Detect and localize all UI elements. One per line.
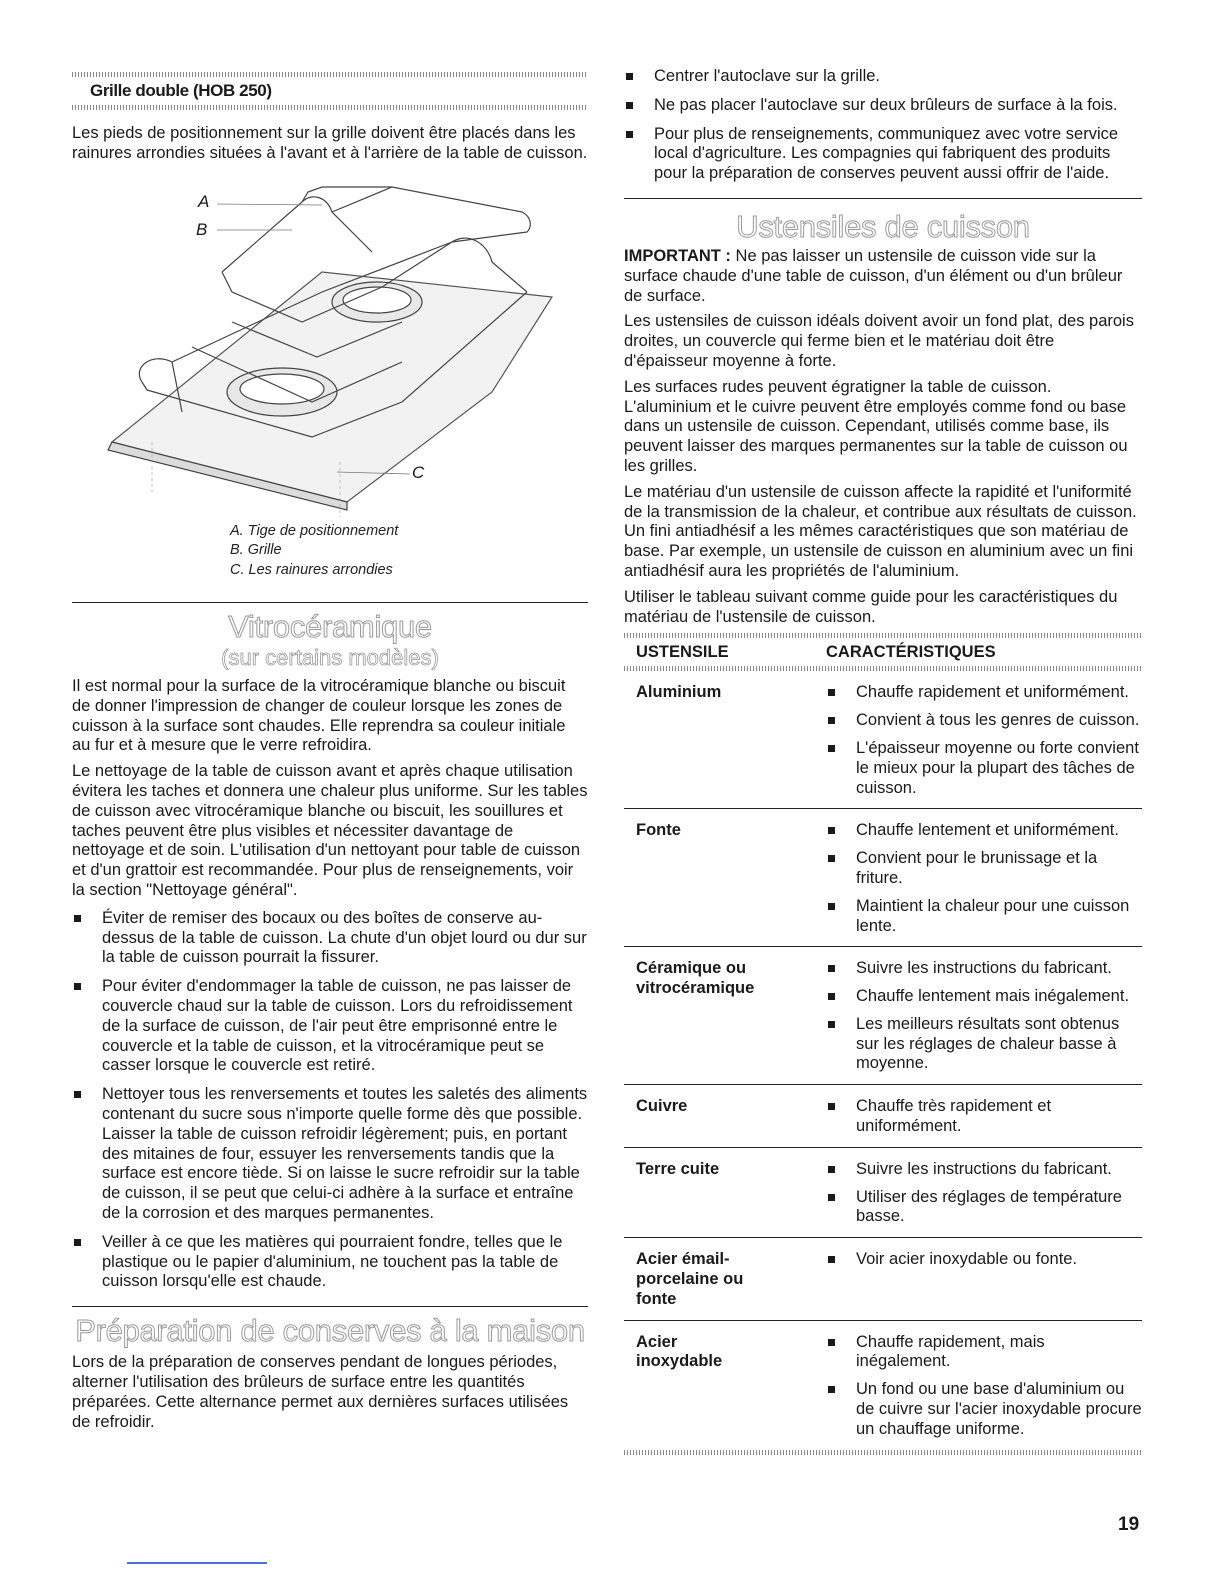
conserves-bullet-list	[624, 67, 1142, 184]
material-name: Céramique ou vitrocéramique	[636, 959, 755, 998]
section-rule	[72, 602, 588, 603]
important-label: IMPORTANT :	[624, 246, 731, 265]
list-item: L'épaisseur moyenne ou forte convient le mieux pour la plupart des tâches de cuisson.	[826, 739, 1142, 798]
page-number: 19	[1118, 1514, 1140, 1535]
hatch-rule	[72, 105, 588, 110]
materials-table	[624, 633, 1142, 1454]
table-row	[624, 671, 1142, 808]
list-item: Nettoyer tous les renversements et toutes les saletés des aliments contenant du sucre sous n'importe quelle forme dès que possible. Laisser la table de cuisson refroidir légèrement; puis, en portant des mitaines de four, essuyer les renversements tandis que la surface est encore tiède. Si on laisse le sucre refroidir sur la table de cuisson, il se peut que celui-ci adhère à la surface et entraîne de la corrosion et des marques permanentes.	[72, 1085, 588, 1224]
ustensiles-paragraph-2: Les surfaces rudes peuvent égratigner la table de cuisson. L'aluminium et le cuivre peuvent être employés comme fond ou base dans un ustensile de cuisson. Cependant, utilisés comme base, ils peuvent laisser des marques permanentes sur la table de cuisson ou les grilles.	[624, 377, 1128, 475]
list-item: Chauffe très rapidement et uniformément.	[826, 1097, 1142, 1137]
list-item: Pour éviter d'endommager la table de cuisson, ne pas laisser de couvercle chaud sur la table de cuisson. Lors du refroidissement de la surface de cuisson, de l'air peut être emprisonné entre le couvercle et la table de cuisson, et la vitrocéramique peut se casser lorsque le couvercle est retiré.	[72, 977, 588, 1076]
table-header	[624, 638, 1142, 666]
vitro-paragraph-2: Le nettoyage de la table de cuisson avant et après chaque utilisation évitera les taches et donnera une chaleur plus uniforme. Sur les tables de cuisson avec vitrocéramique blanche ou biscuit, les souillures et taches peuvent être plus visibles et nécessiter davantage de nettoyage et de soin. L'utilisation d'un nettoyant pour table de cuisson et d'un grattoir est recommandée. Pour plus de renseignements, voir la section "Nettoyage général".	[72, 762, 588, 900]
list-item: Suivre les instructions du fabricant.	[826, 1160, 1142, 1180]
list-item: Chauffe rapidement et uniformément.	[826, 683, 1142, 703]
conserves-title: Préparation de conserves à la maison	[75, 1313, 585, 1349]
ustensiles-title: Ustensiles de cuisson	[736, 208, 1030, 244]
characteristics-list	[826, 1160, 1142, 1235]
table-row	[624, 1237, 1142, 1319]
material-name: Acier émail-porcelaine ou fonte	[636, 1250, 744, 1308]
list-item: Convient pour le brunissage et la friture.	[826, 849, 1142, 889]
section-rule	[72, 1306, 588, 1307]
figure-caption-a: A. Tige de positionnement	[230, 522, 399, 539]
bottom-link-line	[127, 1562, 267, 1564]
table-row	[624, 1084, 1142, 1147]
figure-caption-c: C. Les rainures arrondies	[230, 561, 393, 578]
grille-heading: Grille double (HOB 250)	[90, 81, 272, 100]
characteristics-list	[826, 1250, 1142, 1317]
characteristics-list	[826, 1097, 1142, 1145]
list-item: Chauffe rapidement, mais inégalement.	[826, 1333, 1142, 1373]
section-rule	[624, 198, 1142, 199]
table-row	[624, 1147, 1142, 1237]
characteristics-list	[826, 821, 1142, 944]
grille-figure	[72, 172, 588, 522]
table-row	[624, 1320, 1142, 1450]
figure-caption-b: B. Grille	[230, 542, 282, 559]
material-name: Acier inoxydable	[636, 1332, 723, 1371]
hatch-rule	[624, 1450, 1142, 1455]
list-item: Convient à tous les genres de cuisson.	[826, 711, 1142, 731]
figure-label-b: B	[196, 219, 208, 239]
material-name: Aluminium	[636, 683, 722, 702]
grille-text: Les pieds de positionnement sur la grille doivent être placés dans les rainures arrondies situées à l'avant et à l'arrière de la table de cuisson.	[72, 124, 588, 162]
column-header-ustensile: USTENSILE	[636, 643, 729, 662]
list-item: Ne pas placer l'autoclave sur deux brûleurs de surface à la fois.	[624, 96, 1142, 116]
characteristics-list	[826, 683, 1142, 806]
ustensiles-paragraph-3: Le matériau d'un ustensile de cuisson affecte la rapidité et l'uniformité de la transmission de la chaleur, et contribue aux résultats de cuisson. Un fini antiadhésif a les mêmes caractéristiques que son matériau de base. Par exemple, un ustensile de cuisson en aluminium avec un fini antiadhésif aura les propriétés de l'aluminium.	[624, 482, 1137, 580]
list-item: Pour plus de renseignements, communiquez avec votre service local d'agriculture. Les compagnies qui fabriquent des produits pour la préparation de conserves peuvent aussi offrir de l'aide.	[624, 125, 1142, 184]
characteristics-list	[826, 959, 1142, 1082]
double-grate-illustration	[72, 172, 588, 522]
list-item: Veiller à ce que les matières qui pourraient fondre, telles que le plastique ou le papier d'aluminium, ne touchent pas la table de cuisson lorsqu'elle est chaude.	[72, 1233, 588, 1292]
figure-label-c: C	[412, 462, 425, 482]
material-name: Terre cuite	[636, 1159, 720, 1178]
left-column	[72, 72, 588, 1438]
material-name: Cuivre	[636, 1097, 688, 1116]
vitro-subtitle: (sur certains modèles)	[221, 645, 439, 671]
vitro-bullet-list	[72, 909, 588, 1292]
list-item: Chauffe lentement et uniformément.	[826, 821, 1142, 841]
ustensiles-paragraph-4: Utiliser le tableau suivant comme guide pour les caractéristiques du matériau de l'ustensile de cuisson.	[624, 587, 1118, 626]
right-column	[624, 67, 1142, 1455]
list-item: Utiliser des réglages de température basse.	[826, 1188, 1142, 1228]
list-item: Centrer l'autoclave sur la grille.	[624, 67, 1142, 87]
list-item: Voir acier inoxydable ou fonte.	[826, 1250, 1142, 1270]
column-header-caracteristiques: CARACTÉRISTIQUES	[826, 643, 996, 662]
conserves-text: Lors de la préparation de conserves pendant de longues périodes, alterner l'utilisation des brûleurs de surface entre les quantités préparées. Cette alternance permet aux dernières surfaces utilisées de refroidir.	[72, 1353, 569, 1431]
table-row	[624, 946, 1142, 1084]
list-item: Les meilleurs résultats sont obtenus sur les réglages de chaleur basse à moyenne.	[826, 1015, 1142, 1074]
list-item: Maintient la chaleur pour une cuisson lente.	[826, 897, 1142, 937]
list-item: Chauffe lentement mais inégalement.	[826, 987, 1142, 1007]
material-name: Fonte	[636, 821, 681, 840]
vitro-paragraph-1: Il est normal pour la surface de la vitrocéramique blanche ou biscuit de donner l'impression de changer de couleur lorsque les zones de cuisson à la surface sont chaudes. Elle reprendra sa couleur initiale au fur et à mesure que le verre refroidira.	[72, 677, 566, 755]
figure-label-a: A	[198, 191, 210, 211]
characteristics-list	[826, 1333, 1142, 1448]
vitro-title: Vitrocéramique	[228, 609, 432, 645]
table-row	[624, 808, 1142, 946]
important-text: Ne pas laisser un ustensile de cuisson vide sur la surface chaude d'une table de cuisson, d'un élément ou d'un brûleur de surface.	[624, 246, 1123, 305]
important-note	[624, 247, 1142, 306]
ustensiles-paragraph-1: Les ustensiles de cuisson idéals doivent avoir un fond plat, des parois droites, un couvercle qui ferme bien et le matériau doit être d'épaisseur moyenne à forte.	[624, 312, 1134, 370]
list-item: Suivre les instructions du fabricant.	[826, 959, 1142, 979]
list-item: Éviter de remiser des bocaux ou des boîtes de conserve au-dessus de la table de cuisson. La chute d'un objet lourd ou dur sur la table de cuisson pourrait la fissurer.	[72, 909, 588, 968]
list-item: Un fond ou une base d'aluminium ou de cuivre sur l'acier inoxydable procure un chauffage uniforme.	[826, 1380, 1142, 1439]
